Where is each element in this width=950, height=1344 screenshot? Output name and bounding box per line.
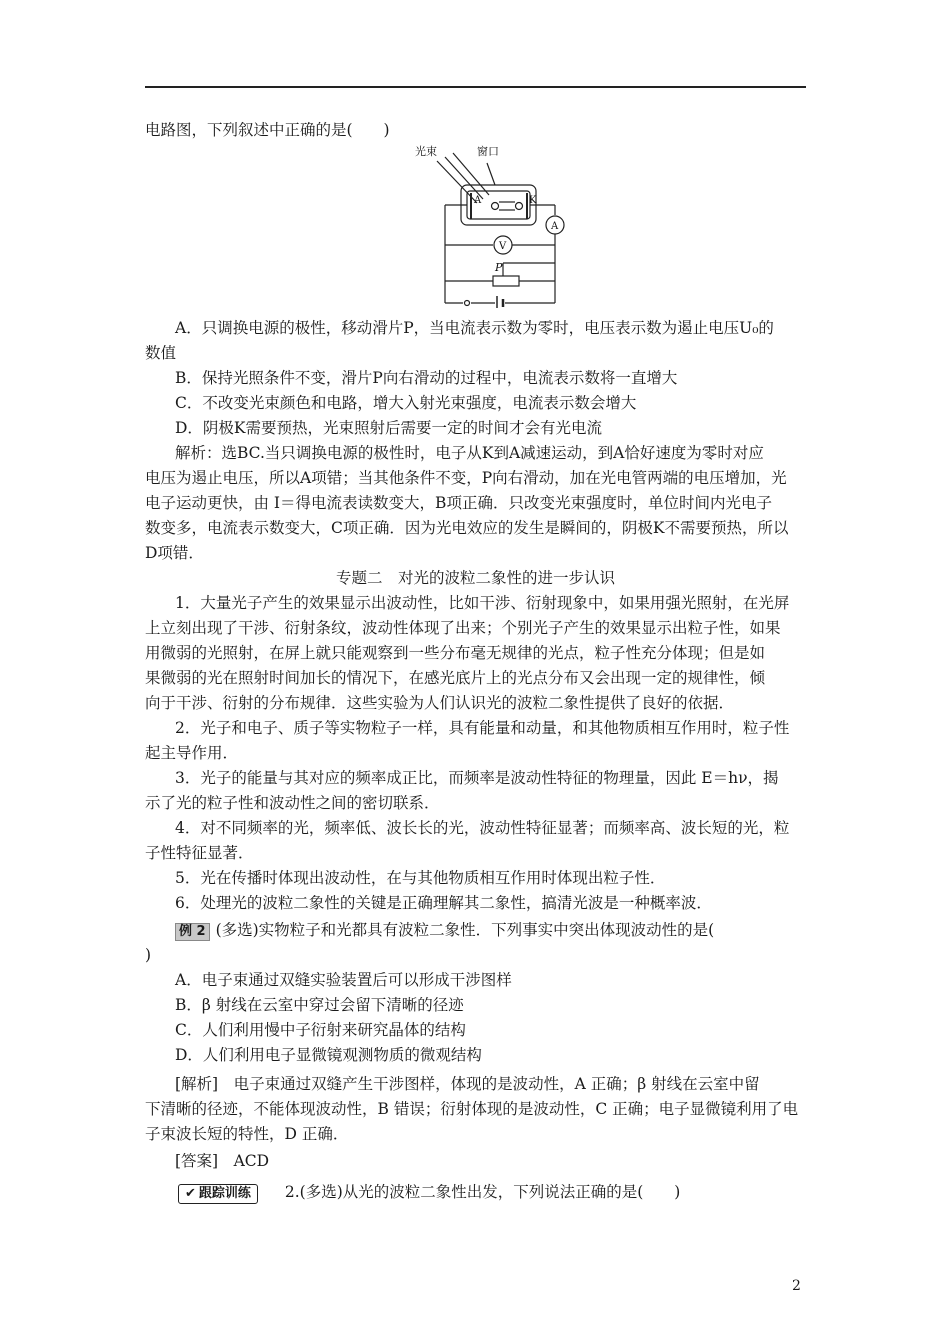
training-label: 跟踪训练 [198, 1186, 251, 1201]
training-badge [178, 1184, 258, 1204]
photoelectric-circuit-figure [415, 143, 575, 308]
topic-title: 专题二 对光的波粒二象性的进一步认识 [335, 569, 615, 587]
point1-line1: 1．大量光子产生的效果显示出波动性，比如干涉、衍射现象中，如果用强光照射，在光屏 [175, 594, 790, 612]
point2-line2: 起主导作用． [145, 744, 239, 762]
point1-line3: 用微弱的光照射，在屏上就只能观察到一些分布毫无规律的光点，粒子性充分体现；但是如 [145, 644, 766, 662]
q1-solution-line4: 数变多，电流表示数变大，C项正确．因为光电效应的发生是瞬间的，阴极K不需要预热，所以 [145, 519, 789, 537]
point2-line1: 2．光子和电子、质子等实物粒子一样，具有能量和动量，和其他物质相互作用时，粒子性 [175, 719, 790, 737]
q1-solution-line2: 电压为遏止电压，所以A项错；当其他条件不变，P向右滑动，加在光电管两端的电压增加，光 [145, 469, 787, 487]
page-number: 2 [792, 1278, 801, 1294]
label-cathode: K [529, 195, 537, 206]
example2-stem-text: (多选)实物粒子和光都具有波粒二象性．下列事实中突出体现波动性的是( [215, 921, 715, 939]
q1-option-a-line1: A．只调换电源的极性，移动滑片P，当电流表示数为零时，电压表示数为遏止电压U₀的 [175, 319, 774, 337]
voltmeter-label: V [499, 241, 507, 252]
q1-solution-line5: D项错． [145, 544, 204, 562]
light-beam-line [445, 157, 483, 199]
point1-line5: 向于干涉、衍射的分布规律．这些实验为人们认识光的波粒二象性提供了良好的依据． [145, 694, 735, 712]
example2-stem-line1 [175, 920, 714, 941]
example-badge: 例 2 [175, 923, 210, 941]
training-question: 2.(多选)从光的波粒二象性出发，下列说法正确的是( ) [284, 1183, 681, 1201]
point5: 5．光在传播时体现出波动性，在与其他物质相互作用时体现出粒子性． [175, 869, 666, 887]
header-rule [145, 86, 806, 88]
point4-line1: 4．对不同频率的光，频率低、波长长的光，波动性特征显著；而频率高、波长短的光，粒 [175, 819, 790, 837]
training-section [178, 1180, 680, 1204]
electron [492, 203, 499, 210]
example2-analysis-line2: 下清晰的径迹，不能体现波动性，B 错误；衍射体现的是波动性，C 正确；电子显微镜利用了电 [145, 1100, 799, 1118]
point1-line2: 上立刻出现了干涉、衍射条纹，波动性体现了出来；个别光子产生的效果显示出粒子性，如果 [145, 619, 781, 637]
example2-analysis-line1: [解析] 电子束通过双缝产生干涉图样，体现的是波动性，A 正确；β 射线在云室中留 [175, 1075, 760, 1093]
q1-option-c: C．不改变光束颜色和电路，增大入射光束强度，电流表示数会增大 [175, 394, 637, 412]
ammeter-label: A [551, 221, 559, 232]
electron [516, 203, 523, 210]
rheostat [493, 276, 519, 286]
example2-option-d: D．人们利用电子显微镜观测物质的微观结构 [175, 1046, 482, 1064]
label-beam: 光束 [415, 145, 437, 158]
example2-option-a: A．电子束通过双缝实验装置后可以形成干涉图样 [175, 971, 512, 989]
q1-option-a-line2: 数值 [145, 344, 177, 362]
q1-solution-line3: 电子运动更快，由 I＝得电流表读数变大，B项正确．只改变光束强度时，单位时间内光电子 [145, 494, 772, 512]
example2-stem-line2: ) [145, 946, 152, 964]
q1-solution-line1: 解析：选BC.当只调换电源的极性时，电子从K到A减速运动，到A恰好速度为零时对应 [175, 444, 764, 462]
q1-option-d: D．阴极K需要预热，光束照射后需要一定的时间才会有光电流 [175, 419, 603, 437]
intro-line: 电路图，下列叙述中正确的是( ) [145, 121, 390, 139]
example2-analysis-line3: 子束波长短的特性，D 正确． [145, 1125, 349, 1143]
example2-answer: [答案] ACD [175, 1152, 270, 1170]
point6: 6．处理光的波粒二象性的关键是正确理解其二象性，搞清光波是一种概率波． [175, 894, 712, 912]
point4-line2: 子性特征显著． [145, 844, 254, 862]
point3-line2: 示了光的粒子性和波动性之间的密切联系． [145, 794, 440, 812]
example2-option-b: B．β 射线在云室中穿过会留下清晰的径迹 [175, 996, 464, 1014]
q1-option-b: B．保持光照条件不变，滑片P向右滑动的过程中，电流表示数将一直增大 [175, 369, 678, 387]
label-slider: P [495, 261, 503, 274]
point1-line4: 果微弱的光在照射时间加长的情况下，在感光底片上的光点分布又会出现一定的规律性，倾 [145, 669, 766, 687]
checkmark-icon: ✔ [185, 1186, 196, 1201]
label-window: 窗口 [477, 145, 499, 158]
window-pointer [487, 163, 495, 185]
point3-line1: 3．光子的能量与其对应的频率成正比，而频率是波动性特征的物理量，因此 E＝hν，揭 [175, 769, 779, 787]
light-beam-line [453, 153, 489, 195]
switch [465, 301, 470, 306]
label-anode: A [474, 195, 482, 206]
example2-option-c: C．人们利用慢中子衍射来研究晶体的结构 [175, 1021, 466, 1039]
